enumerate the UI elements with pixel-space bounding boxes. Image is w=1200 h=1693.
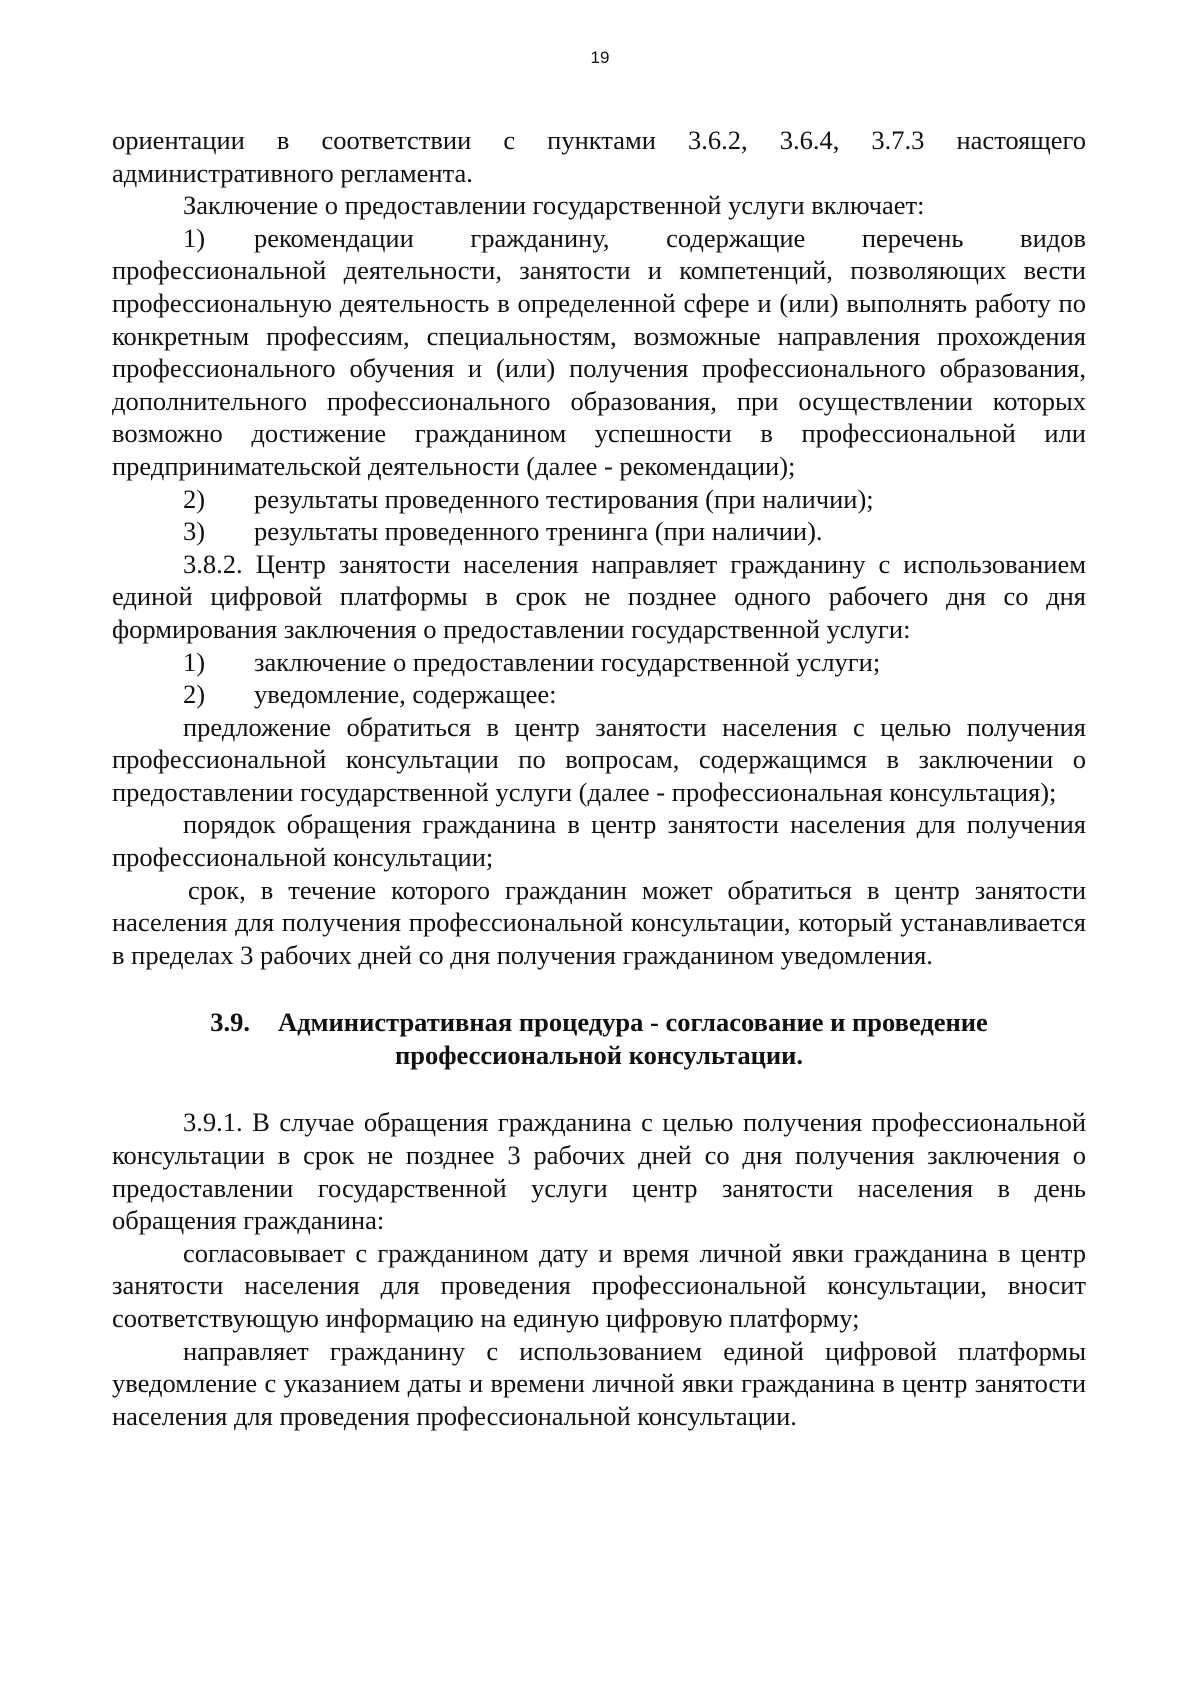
paragraph-agree-date: согласовывает с гражданином дату и время личной явки гражданина в центр занятости населения для проведения профессиональной консультации, вносит соответствующую информацию на единую цифровую платформу;	[112, 1237, 1086, 1333]
section-heading	[112, 1006, 1086, 1072]
paragraph-send-notification: направляет гражданину с использованием единой цифровой платформы уведомление с указанием даты и времени личной явки гражданина в центр занятости населения для проведения профессиональной консультации.	[112, 1335, 1086, 1431]
list-item-text: результаты проведенного тренинга (при наличии).	[254, 516, 823, 547]
list-item-text: уведомление, содержащее:	[254, 679, 557, 710]
list-item-testing	[112, 483, 1086, 516]
list-item-number: 2)	[183, 483, 206, 514]
list-item-number: 1)	[183, 646, 206, 677]
paragraph-application-order: порядок обращения гражданина в центр занятости населения для получения профессиональной консультации;	[112, 809, 1086, 873]
list-item-text: рекомендации гражданину, содержащие перечень видов профессиональной деятельности, занятости и компетенций, позволяющих вести профессиональную деятельность в определенной сфере и (или) выполнять работу по конкретным профессиям, специальностям, возможные направления прохождения профессионального обучения и (или) получения профессионального образования, дополнительного профессионального образования, при осуществлении которых возможно достижение гражданином успешности в профессиональной или предпринимательской деятельности (далее - рекомендации);	[112, 222, 1086, 481]
paragraph-orientation: ориентации в соответствии с пунктами 3.6.2, 3.6.4, 3.7.3 настоящего административного регламента.	[112, 125, 1086, 188]
section-heading-line-1	[112, 1006, 1086, 1039]
list-item-number: 3)	[183, 516, 206, 547]
list-item-number: 2)	[183, 679, 206, 710]
list-item-text: результаты проведенного тестирования (при наличии);	[254, 483, 874, 514]
paragraph-conclusion-intro: Заключение о предоставлении государственной услуги включает:	[183, 190, 925, 221]
list-item-recommendations	[112, 222, 1086, 483]
page-number: 19	[590, 48, 610, 67]
paragraph-application-term: срок, в течение которого гражданин может обратиться в центр занятости населения для получения профессиональной консультации, который устанавливается в пределах 3 рабочих дней со дня получения гражданином уведомления.	[112, 874, 1086, 970]
document-body	[112, 124, 1086, 1432]
list-item-text: заключение о предоставлении государственной услуги;	[254, 646, 881, 677]
section-title-line-1: Административная процедура - согласование и проведение	[277, 1007, 988, 1038]
list-item-notification	[112, 678, 1086, 711]
paragraph-3-8-2: 3.8.2. Центр занятости населения направляет гражданину с использованием единой цифровой платформы в срок не позднее одного рабочего дня со дня формирования заключения о предоставлении государственной услуги:	[112, 548, 1086, 644]
section-heading-line-2: профессиональной консультации.	[394, 1040, 804, 1071]
list-item-training	[112, 515, 1086, 548]
section-number: 3.9.	[210, 1007, 250, 1038]
paragraph-3-9-1: 3.9.1. В случае обращения гражданина с целью получения профессиональной консультации в срок не позднее 3 рабочих дней со дня получения заключения о предоставлении государственной услуги центр занятости населения в день обращения гражданина:	[112, 1107, 1086, 1236]
list-item-conclusion	[112, 646, 1086, 679]
paragraph-offer-consultation: предложение обратиться в центр занятости населения с целью получения профессиональной консультации по вопросам, содержащимся в заключении о предоставлении государственной услуги (далее - профессиональная консультация);	[112, 711, 1086, 807]
list-item-number: 1)	[183, 222, 206, 253]
